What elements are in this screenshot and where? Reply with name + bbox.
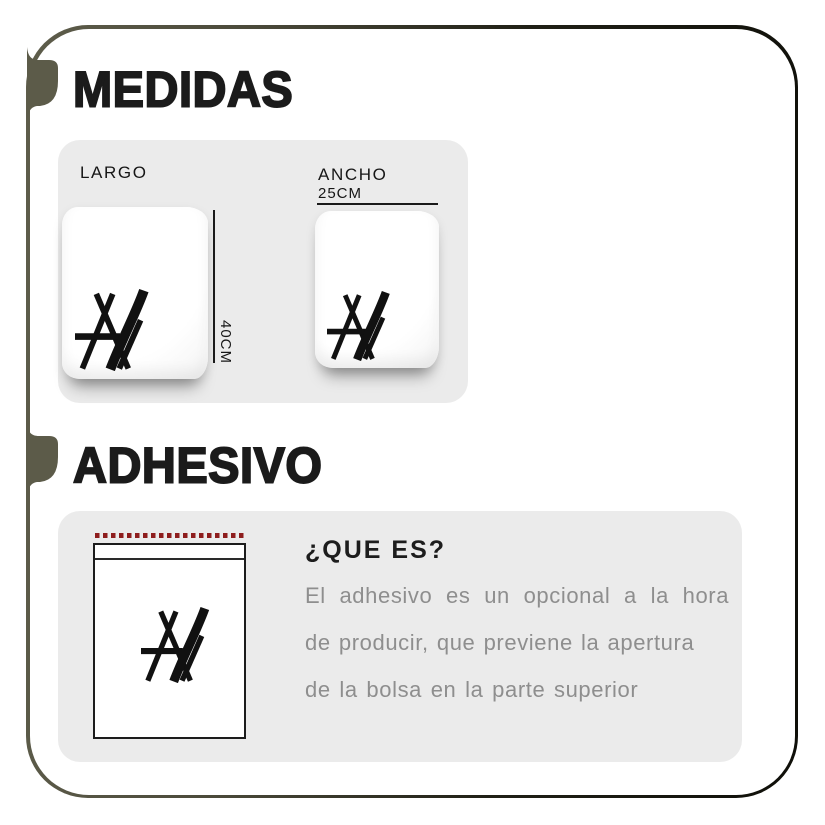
bag-diagram — [93, 543, 246, 739]
medidas-section-title: MEDIDAS — [73, 61, 294, 118]
que-es-heading: ¿QUE ES? — [305, 536, 447, 564]
description-line: de la bolsa en la parte superior — [305, 677, 639, 702]
ancho-dimension-line — [317, 203, 438, 205]
mailer-bag-photo-ancho — [315, 211, 439, 368]
largo-value: 40CM — [217, 320, 234, 365]
adhesive-perforation-dotted-line — [95, 533, 246, 538]
description-line: de producir, que previene la apertura — [305, 630, 695, 655]
ancho-value: 25CM — [318, 185, 363, 202]
section-tab-icon — [27, 47, 61, 121]
mailer-bag-photo-largo — [62, 207, 208, 379]
medidas-panel — [58, 140, 468, 403]
av-monogram-logo-icon — [320, 291, 404, 361]
largo-dimension-line — [213, 210, 215, 363]
description-line: El adhesivo es un opcional a la hora — [305, 583, 730, 608]
ancho-label: ANCHO — [318, 165, 388, 184]
adhesivo-panel — [58, 511, 742, 762]
av-monogram-logo-icon — [137, 607, 221, 683]
largo-label: LARGO — [80, 163, 148, 182]
bag-flap-line — [95, 558, 244, 560]
adhesivo-section-title: ADHESIVO — [73, 437, 323, 494]
av-monogram-logo-icon — [67, 289, 165, 371]
section-tab-icon — [27, 423, 61, 497]
